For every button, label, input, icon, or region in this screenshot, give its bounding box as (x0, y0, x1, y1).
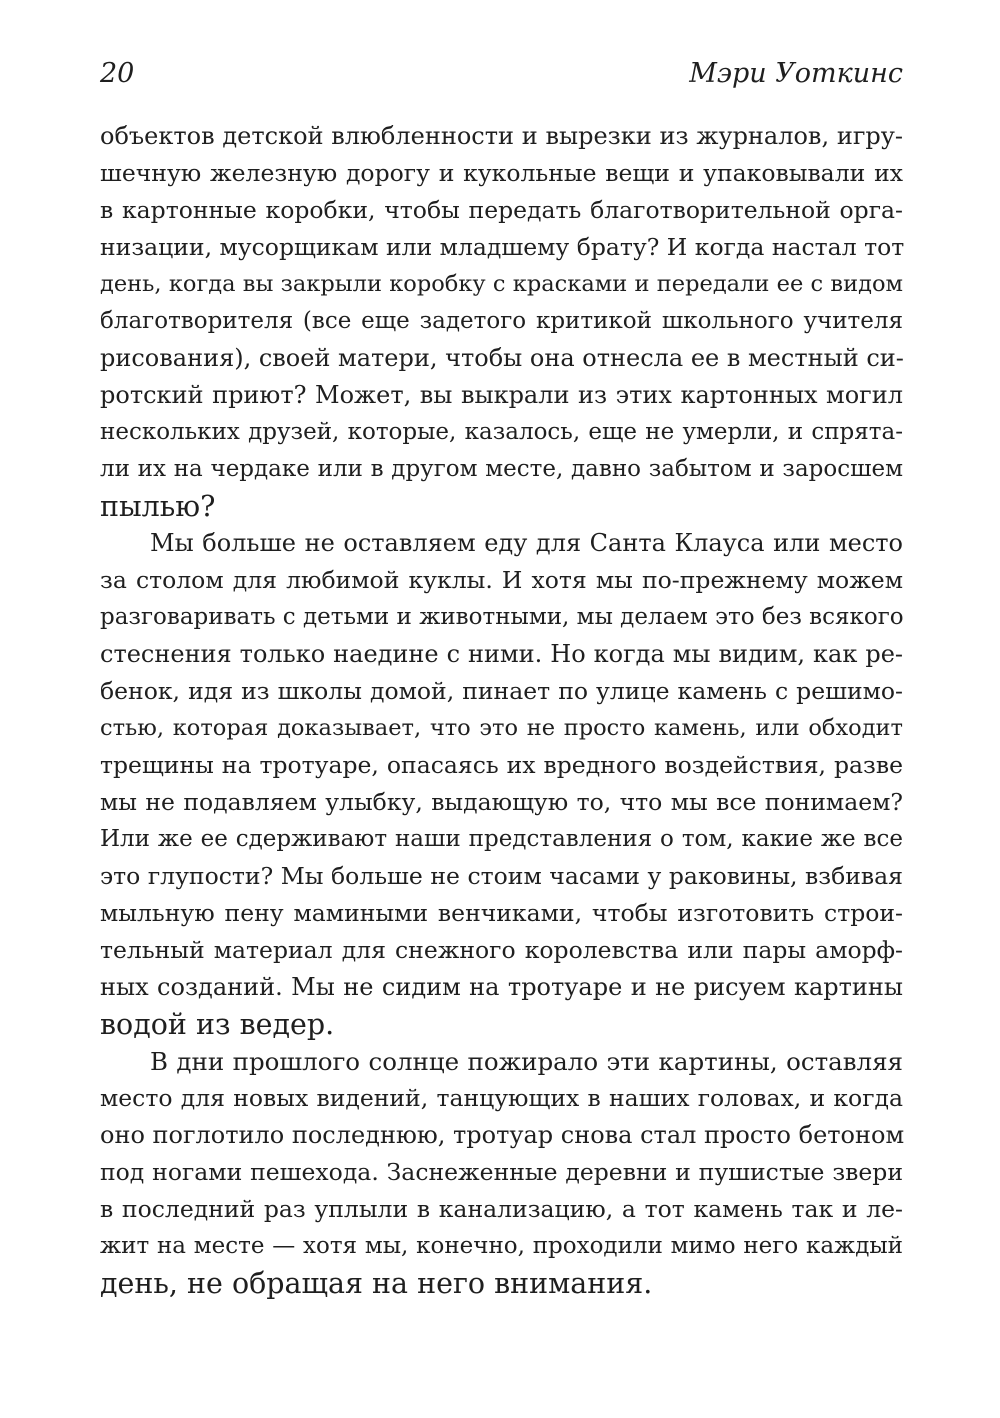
text-line: Мы больше не оставляем еду для Санта Клауса или место (150, 529, 903, 557)
text-line: благотворителя (все еще задетого критикой школьного учителя (100, 308, 903, 334)
paragraph (100, 1043, 903, 1302)
text-line: нескольких друзей, которые, казалось, еще не умерли, и спрята- (100, 419, 903, 445)
text-line: мы не подавляем улыбку, выдающую то, что мы все понимаем? (100, 788, 903, 816)
text-line: объектов детской влюбленности и вырезки из журналов, игру- (100, 122, 903, 150)
text-line: ных созданий. Мы не сидим на тротуаре и не рисуем картины (100, 973, 903, 1001)
text-line: день, не обращая на него внимания. (100, 1267, 653, 1300)
text-line: жит на месте — хотя мы, конечно, проходили мимо него каждый (100, 1233, 903, 1259)
text-line: ротский приют? Может, вы выкрали из этих картонных могил (100, 381, 903, 409)
text-line: пылью? (100, 490, 216, 523)
running-head-author: Мэри Уоткинс (689, 58, 903, 89)
text-line: в картонные коробки, чтобы передать благотворительной орга- (100, 196, 903, 224)
text-line: за столом для любимой куклы. И хотя мы по-прежнему можем (100, 566, 903, 594)
page-number: 20 (100, 58, 135, 89)
text-line: в последний раз уплыли в канализацию, а тот камень так и ле- (100, 1195, 903, 1223)
text-line: стеснения только наедине с ними. Но когда мы видим, как ре- (100, 640, 903, 668)
text-line: под ногами пешехода. Заснеженные деревни и пушистые звери (100, 1158, 903, 1186)
text-line: трещины на тротуаре, опасаясь их вредного воздействия, разве (100, 751, 903, 779)
text-line: рисования), своей матери, чтобы она отнесла ее в местный си- (100, 344, 904, 372)
text-line: место для новых видений, танцующих в наших головах, и когда (100, 1084, 903, 1112)
text-line: бенок, идя из школы домой, пинает по улице камень с решимо- (100, 677, 903, 705)
text-line: это глупости? Мы больше не стоим часами у раковины, взбивая (100, 862, 903, 890)
text-line: оно поглотило последнюю, тротуар снова стал просто бетоном (100, 1121, 905, 1149)
text-line: тельный материал для снежного королевства или пары аморф- (100, 936, 903, 964)
paragraph (100, 525, 903, 1043)
text-line: В дни прошлого солнце пожирало эти картины, оставляя (150, 1047, 903, 1076)
body-text (100, 118, 903, 1302)
text-line: шечную железную дорогу и кукольные вещи и упаковывали их (100, 159, 903, 187)
text-line: стью, которая доказывает, что это не просто камень, или обходит (100, 715, 903, 741)
text-line: Или же ее сдерживают наши представления о том, какие же все (100, 826, 903, 852)
text-line: мыльную пену мамиными венчиками, чтобы изготовить строи- (100, 899, 903, 927)
text-line: ли их на чердаке или в другом месте, давно забытом и заросшем (100, 456, 903, 482)
text-line: водой из ведер. (100, 1008, 335, 1041)
paragraph (100, 118, 903, 525)
page-header (100, 54, 903, 94)
text-line: день, когда вы закрыли коробку с красками и передали ее с видом (100, 271, 903, 297)
text-line: низации, мусорщикам или младшему брату? И когда настал тот (100, 233, 905, 261)
text-line: разговаривать с детьми и животными, мы делаем это без всякого (100, 604, 904, 630)
